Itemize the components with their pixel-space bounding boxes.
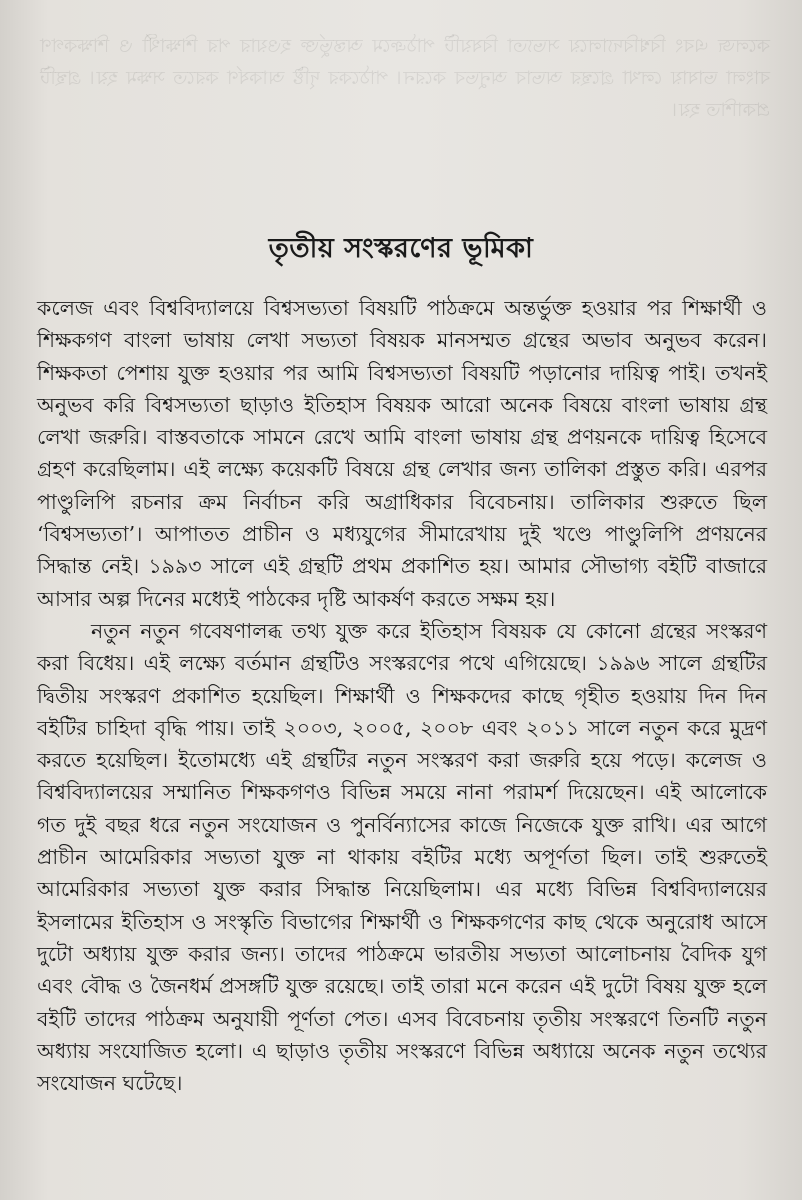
bleed-through-text: কলেজ এবং বিশ্ববিদ্যালয়ে সভ্যতা বিষয়টি পাঠক্রমে অন্তর্ভুক্ত হওয়ার পর শিক্ষার্থী ও শিক্ষকগণ বাংলা ভাষায় লেখা গ্রন্থের অভাব অনুভব করেন। পাঠকের দৃষ্টি আকর্ষণ করতে সক্ষম হয়। গ্রন্থটি প্রকাশিত হয়। xyxy=(40,35,770,121)
paragraph-2: নতুন নতুন গবেষণালব্ধ তথ্য যুক্ত করে ইতিহাস বিষয়ক যে কোনো গ্রন্থের সংস্করণ করা বিধেয়। এই লক্ষ্যে বর্তমান গ্রন্থটিও সংস্করণের পথে এগিয়েছে। ১৯৯৬ সালে গ্রন্থটির দ্বিতীয় সংস্করণ প্রকাশিত হয়েছিল। শিক্ষার্থী ও শিক্ষকদের কাছে গৃহীত হওয়ায় দিন দিন বইটির চাহিদা বৃদ্ধি পায়। তাই ২০০৩, ২০০৫, ২০০৮ এবং ২০১১ সালে নতুন করে মুদ্রণ করতে হয়েছিল। ইতোমধ্যে এই গ্রন্থটির নতুন সংস্করণ করা জরুরি হয়ে পড়ে। কলেজ ও বিশ্ববিদ্যালয়ের সম্মানিত শিক্ষকগণও বিভিন্ন সময়ে নানা পরামর্শ দিয়েছেন। এই আলোকে গত দুই বছর ধরে নতুন সংযোজন ও পুনর্বিন্যাসের কাজে নিজেকে যুক্ত রাখি। এর আগে প্রাচীন আমেরিকার সভ্যতা যুক্ত না থাকায় বইটির মধ্যে অপূর্ণতা ছিল। তাই শুরুতেই আমেরিকার সভ্যতা যুক্ত করার সিদ্ধান্ত নিয়েছিলাম। এর মধ্যে বিভিন্ন বিশ্ববিদ্যালয়ের ইসলামের ইতিহাস ও সংস্কৃতি বিভাগের শিক্ষার্থী ও শিক্ষকগণের কাছ থেকে অনুরোধ আসে দুটো অধ্যায় যুক্ত করার জন্য। তাদের পাঠক্রমে ভারতীয় সভ্যতা আলোচনায় বৈদিক যুগ এবং বৌদ্ধ ও জৈনধর্ম প্রসঙ্গটি যুক্ত রয়েছে। তাই তারা মনে করেন এই দুটো বিষয় যুক্ত হলে বইটি তাদের পাঠক্রম অনুযায়ী পূর্ণতা পেত। এসব বিবেচনায় তৃতীয় সংস্করণে তিনটি নতুন অধ্যায় সংযোজিত হলো। এ ছাড়াও তৃতীয় সংস্করণে বিভিন্ন অধ্যায়ে অনেক নতুন তথ্যের সংযোজন ঘটেছে। xyxy=(37,618,767,1096)
paragraph-1: কলেজ এবং বিশ্ববিদ্যালয়ে বিশ্বসভ্যতা বিষয়টি পাঠক্রমে অন্তর্ভুক্ত হওয়ার পর শিক্ষার্থী ও শিক্ষকগণ বাংলা ভাষায় লেখা সভ্যতা বিষয়ক মানসম্মত গ্রন্থের অভাব অনুভব করেন। শিক্ষকতা পেশায় যুক্ত হওয়ার পর আমি বিশ্বসভ্যতা বিষয়টি পড়ানোর দায়িত্ব পাই। তখনই অনুভব করি বিশ্বসভ্যতা ছাড়াও ইতিহাস বিষয়ক আরো অনেক বিষয়ে বাংলা ভাষায় গ্রন্থ লেখা জরুরি। বাস্তবতাকে সামনে রেখে আমি বাংলা ভাষায় গ্রন্থ প্রণয়নকে দায়িত্ব হিসেবে গ্রহণ করেছিলাম। এই লক্ষ্যে কয়েকটি বিষয়ে গ্রন্থ লেখার জন্য তালিকা প্রস্তুত করি। এরপর পাণ্ডুলিপি রচনার ক্রম নির্বাচন করি অগ্রাধিকার বিবেচনায়। তালিকার শুরুতে ছিল ‘বিশ্বসভ্যতা’। আপাতত প্রাচীন ও মধ্যযুগের সীমারেখায় দুই খণ্ডে পাণ্ডুলিপি প্রণয়নের সিদ্ধান্ত নেই। ১৯৯৩ সালে এই গ্রন্থটি প্রথম প্রকাশিত হয়। আমার সৌভাগ্য বইটি বাজারে আসার অল্প দিনের মধ্যেই পাঠকের দৃষ্টি আকর্ষণ করতে সক্ষম হয়। xyxy=(37,296,767,611)
preface-body xyxy=(37,292,767,1099)
page-title: তৃতীয় সংস্করণের ভূমিকা xyxy=(268,233,534,264)
